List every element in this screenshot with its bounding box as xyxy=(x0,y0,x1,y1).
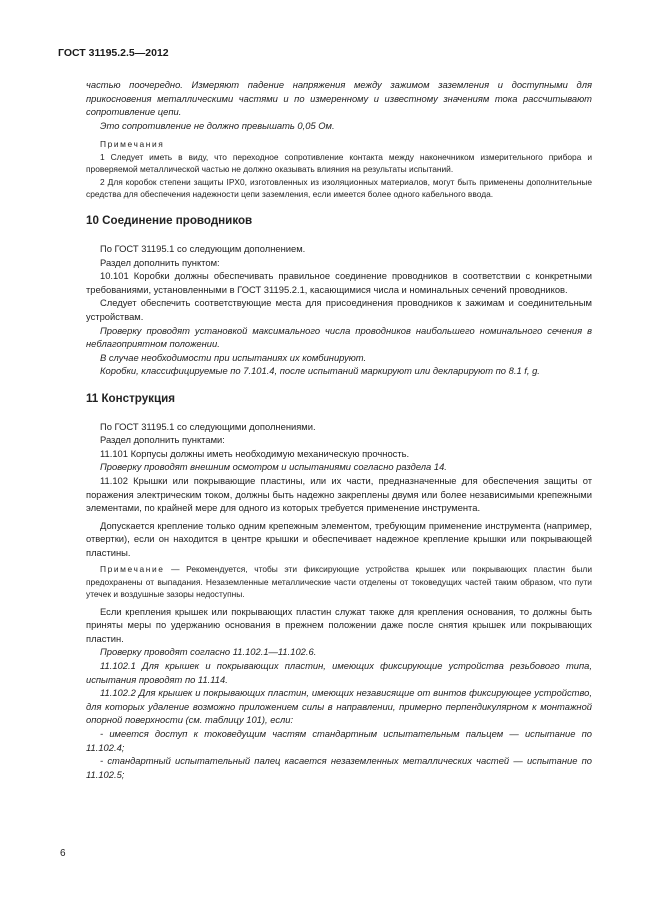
note xyxy=(86,563,592,600)
document-header: ГОСТ 31195.2.5—2012 xyxy=(58,47,169,59)
note-text: — Рекомендуется, чтобы эти фиксирующие устройства крышек или покрывающих пластин были предохранены от выпадания. Незаземленные металлические части отделены от токоведущих частей таким образом, что пути утечек и воздушные зазоры недоступны. xyxy=(86,564,592,600)
paragraph: - имеется доступ к токоведущим частям стандартным испытательным пальцем — испытание по 11.102.4; xyxy=(86,728,592,753)
page-number: 6 xyxy=(60,848,66,859)
paragraph: 10.101 Коробки должны обеспечивать правильное соединение проводников в соответствии с конкретными требованиями, установленными в ГОСТ 31195.2.1, касающимися числа и номинальных сечений проводников. xyxy=(86,270,592,295)
page-body xyxy=(86,78,592,781)
note-item: 1 Следует иметь в виду, что переходное сопротивление контакта между наконечником измерительного прибора и проверяемой металлической частью не должно оказывать влияния на результаты испытаний. xyxy=(86,151,592,175)
paragraph: 11.102 Крышки или покрывающие пластины, или их части, предназначенные для обеспечения защиты от поражения электрическим током, должны быть надежно закреплены двумя или более независимыми крепежными элементами, по крайней мере для одного из которых требуется применение инструмента. xyxy=(86,474,592,514)
paragraph: По ГОСТ 31195.1 со следующим дополнением. xyxy=(100,243,306,254)
paragraph: Коробки, классифицируемые по 7.101.4, после испытаний маркируют или декларируют по 8.1 f, g. xyxy=(100,365,540,377)
paragraph: - стандартный испытательный палец касается незаземленных металлических частей — испытание по 11.102.5; xyxy=(86,755,592,780)
note-title: Примечания xyxy=(100,139,165,150)
paragraph: Допускается крепление только одним крепежным элементом, требующим применение инструмента (например, отвертки), если он находится в центре крышки и обеспечивает надежное крепление крышки или покрывающей пластины. xyxy=(86,519,592,558)
paragraph: частью поочередно. Измеряют падение напряжения между зажимом заземления и доступными для прикосновения металлическими частями и по измеренному и известному значениям тока рассчитывают сопротивление цепи. xyxy=(86,79,592,118)
paragraph: Проверку проводят установкой максимального числа проводников наибольшего номинального сечения в неблагоприятном положении. xyxy=(86,324,592,350)
note-label: Примечание xyxy=(100,564,165,575)
paragraph: Раздел дополнить пунктом: xyxy=(100,256,220,268)
paragraph: Если крепления крышек или покрывающих пластин служат также для крепления основания, то должны быть приняты меры по удержанию основания в прежнем положении даже после снятия крышек или покрывающих пластин. xyxy=(86,605,592,644)
paragraph: 11.102.1 Для крышек и покрывающих пластин, имеющих фиксирующие устройства резьбового типа, испытания проводят по 11.114. xyxy=(86,660,592,685)
paragraph: Проверку проводят внешним осмотром и испытаниями согласно раздела 14. xyxy=(100,461,447,473)
paragraph: 11.101 Корпусы должны иметь необходимую механическую прочность. xyxy=(100,447,410,459)
paragraph: Следует обеспечить соответствующие места для присоединения проводников к зажимам и соединительным устройствам. xyxy=(86,297,592,322)
note-item: 2 Для коробок степени защиты IPX0, изготовленных из изоляционных материалов, могут быть применены дополнительные средства для обеспечения надежности цепи заземления, если имеется более одного кабельного ввода. xyxy=(86,176,592,199)
paragraph: Проверку проводят согласно 11.102.1—11.102.6. xyxy=(100,646,317,658)
paragraph: 11.102.2 Для крышек и покрывающих пластин, имеющих независящие от винтов фиксирующее устройство, для которых удаление возможно приложением силы в направлении, примерно перпендикулярном к монтажной опорной поверхности (см. таблицу 101), если: xyxy=(86,687,592,726)
section-heading-10: 10 Соединение проводников xyxy=(86,214,253,228)
paragraph: Раздел дополнить пунктами: xyxy=(100,434,225,446)
section-heading-11: 11 Конструкция xyxy=(86,391,175,405)
paragraph: По ГОСТ 31195.1 со следующими дополнениями. xyxy=(100,420,316,432)
paragraph: Это сопротивление не должно превышать 0,05 Ом. xyxy=(100,119,335,131)
paragraph: В случае необходимости при испытаниях их комбинируют. xyxy=(100,351,367,363)
